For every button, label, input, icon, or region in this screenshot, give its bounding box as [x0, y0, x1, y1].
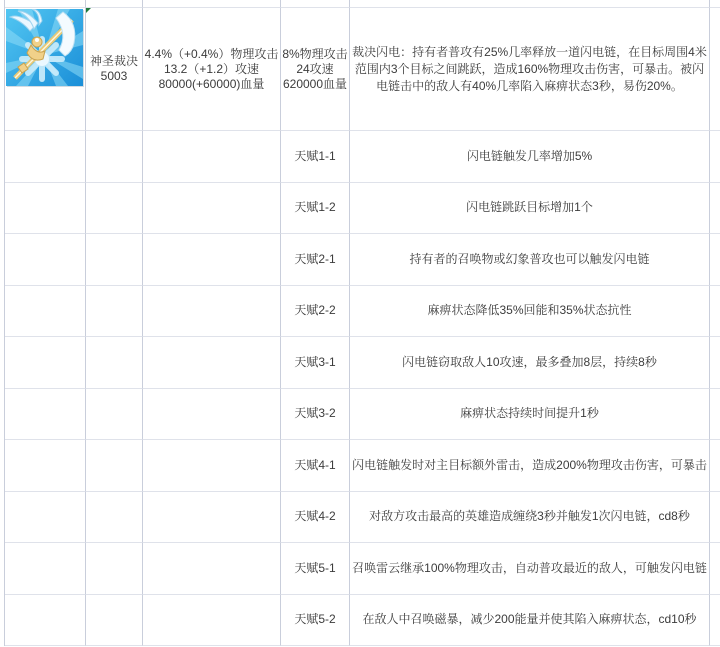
talent-label-cell[interactable] [281, 543, 350, 595]
empty-cell[interactable] [86, 543, 143, 595]
base-stat-speed: 13.2（+1.2）攻速 [163, 61, 260, 76]
talent-description-cell[interactable] [350, 389, 710, 441]
empty-cell[interactable] [86, 234, 143, 286]
bonus-stats-cell[interactable] [281, 8, 350, 131]
talent-description-cell[interactable] [350, 183, 710, 235]
empty-cell[interactable] [143, 337, 281, 389]
talent-label-cell[interactable] [281, 337, 350, 389]
talent-label: 天赋3-1 [294, 354, 336, 369]
talent-description-cell[interactable] [350, 131, 710, 183]
empty-cell[interactable] [710, 183, 720, 235]
empty-cell[interactable] [143, 286, 281, 338]
empty-cell[interactable] [143, 492, 281, 544]
bonus-stat-speed: 24攻速 [296, 61, 334, 76]
talent-label-cell[interactable] [281, 492, 350, 544]
empty-cell[interactable] [86, 389, 143, 441]
talent-label: 天赋4-2 [294, 509, 336, 524]
talent-label: 天赋4-1 [294, 457, 336, 472]
talent-label-cell[interactable] [281, 234, 350, 286]
talent-label-cell[interactable] [281, 595, 350, 647]
talent-description: 对敌方攻击最高的英雄造成缠绕3秒并触发1次闪电链，cd8秒 [369, 509, 690, 524]
item-name-cell[interactable] [86, 8, 143, 131]
empty-cell[interactable] [710, 234, 720, 286]
talent-description: 在敌人中召唤磁暴，减少200能量并使其陷入麻痹状态，cd10秒 [362, 612, 697, 627]
talent-label: 天赋2-1 [294, 251, 336, 266]
empty-cell[interactable] [5, 543, 86, 595]
talent-description: 闪电链触发几率增加5% [466, 148, 593, 163]
spacer-cell[interactable] [710, 0, 720, 8]
talent-label: 天赋5-2 [294, 612, 336, 627]
talent-label: 天赋2-2 [294, 303, 336, 318]
talent-description: 麻痹状态降低35%回能和35%状态抗性 [427, 303, 632, 318]
empty-cell[interactable] [710, 389, 720, 441]
item-name: 神圣裁决 [89, 54, 138, 68]
empty-cell[interactable] [86, 595, 143, 647]
talent-label: 天赋1-2 [294, 200, 336, 215]
empty-cell[interactable] [710, 337, 720, 389]
empty-cell[interactable] [5, 595, 86, 647]
talent-description-cell[interactable] [350, 595, 710, 647]
talent-description: 闪电链触发时对主目标额外雷击，造成200%物理攻击伤害，可暴击 [352, 457, 707, 472]
talent-label-cell[interactable] [281, 286, 350, 338]
item-icon-cell[interactable] [5, 8, 86, 131]
talent-description-cell[interactable] [350, 337, 710, 389]
empty-cell[interactable] [86, 440, 143, 492]
skill-description: 裁决闪电：持有者普攻有25%几率释放一道闪电链，在目标周围4米范围内3个目标之间跳跃，造成160%物理攻击伤害，可暴击。被闪电链击中的敌人有40%几率陷入麻痹状态3秒，易伤20%。 [352, 44, 707, 93]
bonus-stat-attack: 8%物理攻击 [282, 46, 348, 61]
empty-cell[interactable] [710, 543, 720, 595]
empty-cell[interactable] [143, 389, 281, 441]
empty-cell[interactable] [143, 595, 281, 647]
empty-cell[interactable] [86, 492, 143, 544]
empty-cell[interactable] [86, 183, 143, 235]
talent-description: 麻痹状态持续时间提升1秒 [460, 406, 599, 421]
empty-cell[interactable] [5, 440, 86, 492]
empty-cell[interactable] [710, 286, 720, 338]
talent-description-cell[interactable] [350, 440, 710, 492]
empty-cell[interactable] [710, 492, 720, 544]
talent-description-cell[interactable] [350, 286, 710, 338]
empty-cell[interactable] [143, 440, 281, 492]
spacer-cell[interactable] [350, 0, 710, 8]
base-stats-cell[interactable] [143, 8, 281, 131]
empty-cell[interactable] [5, 234, 86, 286]
spacer-cell[interactable] [143, 0, 281, 8]
talent-label: 天赋1-1 [294, 148, 336, 163]
empty-cell[interactable] [86, 286, 143, 338]
talent-description-cell[interactable] [350, 492, 710, 544]
empty-cell[interactable] [710, 440, 720, 492]
talent-label-cell[interactable] [281, 440, 350, 492]
talent-label: 天赋3-2 [294, 406, 336, 421]
talent-label-cell[interactable] [281, 183, 350, 235]
spacer-cell[interactable] [710, 8, 720, 131]
empty-cell[interactable] [143, 234, 281, 286]
error-indicator-icon [86, 8, 91, 13]
talent-description: 闪电链跳跃目标增加1个 [466, 200, 593, 215]
talent-description-cell[interactable] [350, 234, 710, 286]
talent-description: 闪电链窃取敌人10攻速，最多叠加8层，持续8秒 [402, 354, 657, 369]
spacer-cell[interactable] [281, 0, 350, 8]
empty-cell[interactable] [143, 131, 281, 183]
base-stat-hp: 80000(+60000)血量 [158, 76, 265, 91]
bonus-stat-hp: 620000血量 [282, 76, 348, 91]
talent-label-cell[interactable] [281, 131, 350, 183]
skill-description-cell[interactable] [350, 8, 710, 131]
spreadsheet [4, 0, 720, 646]
talent-description-cell[interactable] [350, 543, 710, 595]
base-stat-attack: 4.4%（+0.4%）物理攻击 [144, 46, 279, 61]
empty-cell[interactable] [710, 595, 720, 647]
talent-label-cell[interactable] [281, 389, 350, 441]
empty-cell[interactable] [5, 492, 86, 544]
empty-cell[interactable] [5, 337, 86, 389]
empty-cell[interactable] [86, 131, 143, 183]
empty-cell[interactable] [710, 131, 720, 183]
item-table [5, 0, 720, 646]
empty-cell[interactable] [86, 337, 143, 389]
empty-cell[interactable] [143, 183, 281, 235]
talent-label: 天赋5-1 [294, 560, 336, 575]
empty-cell[interactable] [5, 183, 86, 235]
spacer-cell[interactable] [86, 0, 143, 8]
empty-cell[interactable] [143, 543, 281, 595]
item-id: 5003 [100, 69, 128, 83]
holy-sword-icon [6, 9, 83, 86]
spacer-cell[interactable] [5, 0, 86, 8]
empty-cell[interactable] [5, 389, 86, 441]
empty-cell[interactable] [5, 131, 86, 183]
talent-description: 持有者的召唤物或幻象普攻也可以触发闪电链 [409, 251, 650, 266]
empty-cell[interactable] [5, 286, 86, 338]
talent-description: 召唤雷云继承100%物理攻击，自动普攻最近的敌人，可触发闪电链 [352, 560, 707, 575]
